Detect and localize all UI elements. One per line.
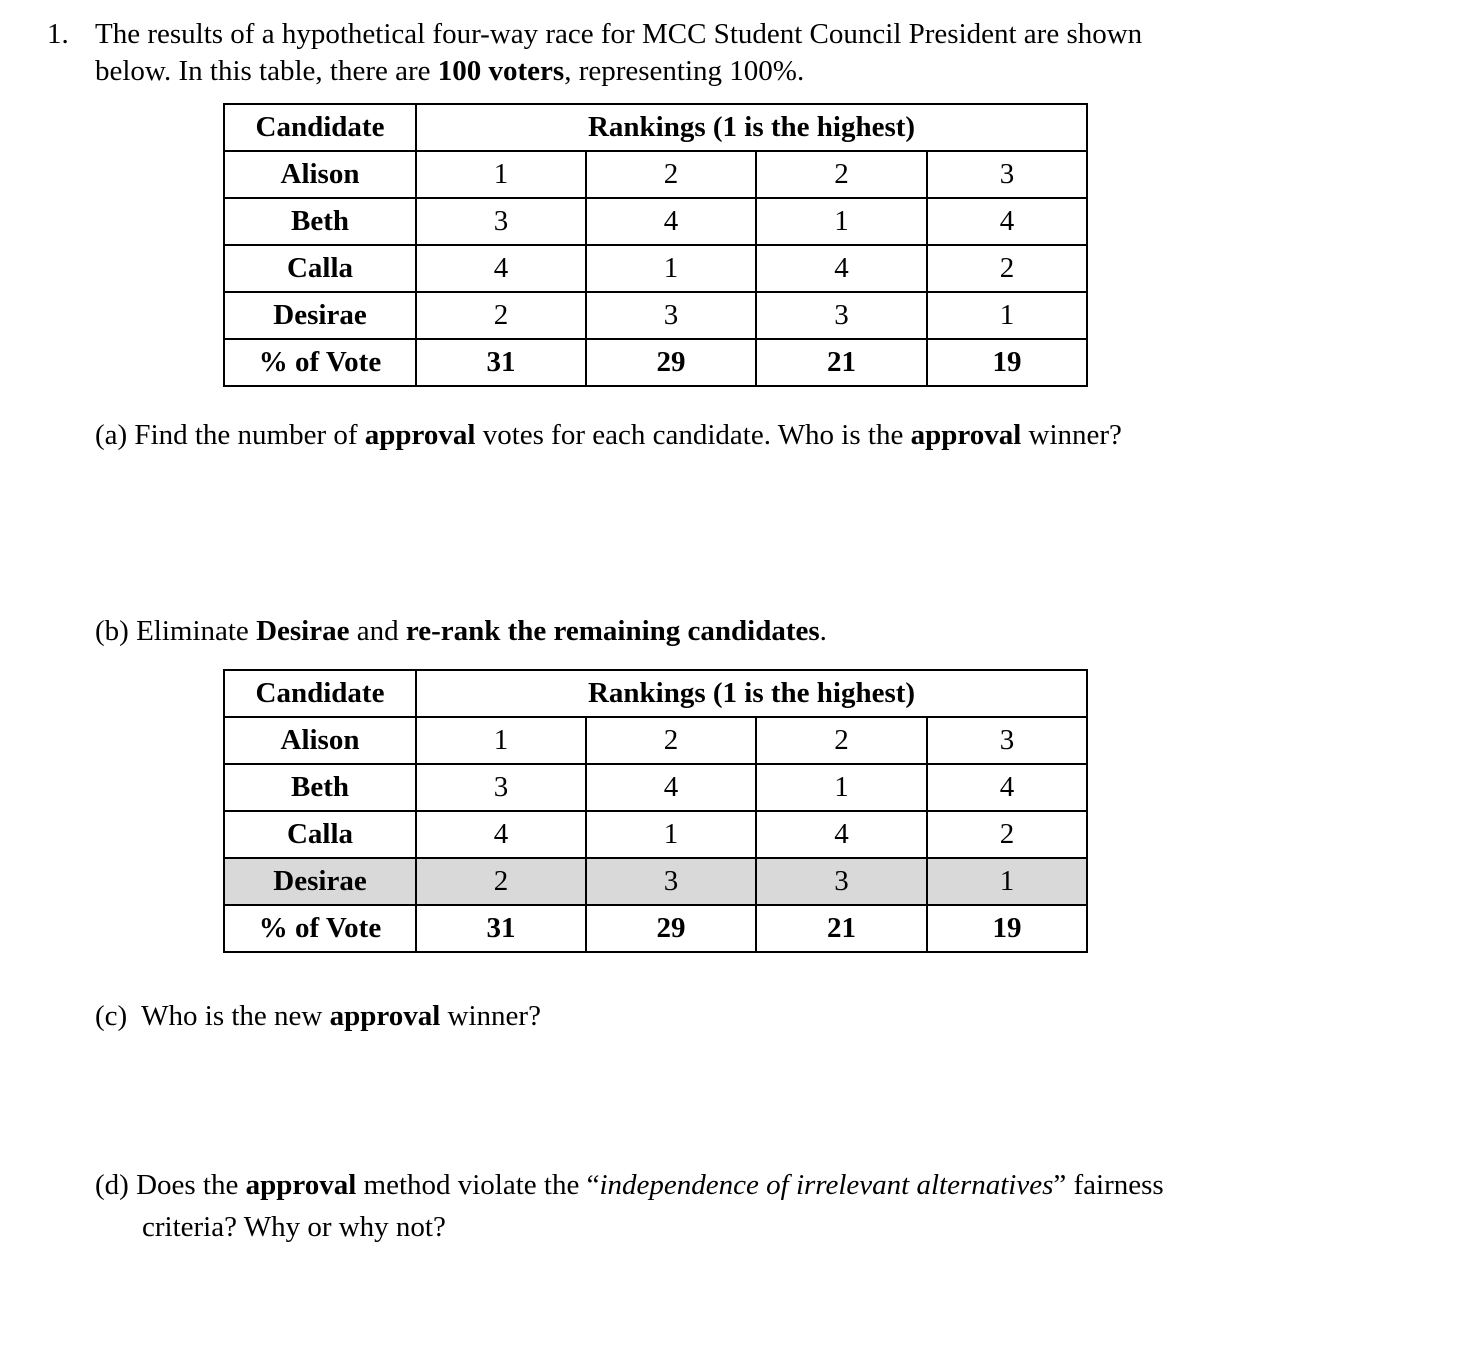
rank-cell: 4 — [756, 811, 927, 858]
candidate-name: Beth — [224, 198, 416, 245]
vote-percent: 19 — [927, 905, 1087, 952]
rank-cell: 4 — [927, 198, 1087, 245]
table-row — [224, 151, 1087, 198]
table-row — [224, 292, 1087, 339]
table-row — [224, 764, 1087, 811]
part-c-prompt: (c) Who is the new approval winner? — [95, 1000, 541, 1032]
rank-cell: 1 — [416, 151, 586, 198]
rank-cell: 1 — [927, 292, 1087, 339]
vote-percent: 31 — [416, 339, 586, 386]
candidate-name: Calla — [224, 245, 416, 292]
vote-percent: 21 — [756, 905, 927, 952]
candidate-name: Alison — [224, 151, 416, 198]
rank-cell: 1 — [586, 811, 756, 858]
part-a-prompt: (a) Find the number of approval votes for each candidate. Who is the approval winner? — [95, 419, 1122, 451]
rank-cell: 3 — [927, 717, 1087, 764]
rank-cell: 1 — [756, 764, 927, 811]
table-header-row — [224, 670, 1087, 717]
rank-cell: 2 — [586, 151, 756, 198]
vote-percent: 21 — [756, 339, 927, 386]
candidate-header: Candidate — [224, 104, 416, 151]
part-b-prompt: (b) Eliminate Desirae and re-rank the remaining candidates. — [95, 615, 827, 647]
rank-cell: 3 — [416, 764, 586, 811]
rank-cell: 3 — [586, 292, 756, 339]
rankings-header: Rankings (1 is the highest) — [416, 104, 1087, 151]
rank-cell: 4 — [416, 811, 586, 858]
vote-label: % of Vote — [224, 339, 416, 386]
candidate-header: Candidate — [224, 670, 416, 717]
rank-cell: 3 — [586, 858, 756, 905]
rank-cell: 3 — [416, 198, 586, 245]
question-intro-line1: The results of a hypothetical four-way race for MCC Student Council President are shown — [95, 18, 1143, 50]
rank-cell: 4 — [586, 764, 756, 811]
candidate-name: Beth — [224, 764, 416, 811]
rank-cell: 1 — [756, 198, 927, 245]
rank-cell: 2 — [416, 292, 586, 339]
table-row — [224, 245, 1087, 292]
vote-percent: 29 — [586, 339, 756, 386]
rank-cell: 4 — [927, 764, 1087, 811]
vote-percent: 29 — [586, 905, 756, 952]
rank-cell: 3 — [756, 292, 927, 339]
vote-label: % of Vote — [224, 905, 416, 952]
rank-cell: 2 — [756, 151, 927, 198]
rankings-table-original — [223, 103, 1088, 387]
rankings-header: Rankings (1 is the highest) — [416, 670, 1087, 717]
rank-cell: 1 — [927, 858, 1087, 905]
rank-cell: 1 — [416, 717, 586, 764]
candidate-name: Desirae — [224, 858, 416, 905]
table-row — [224, 811, 1087, 858]
table-row — [224, 198, 1087, 245]
table-header-row — [224, 104, 1087, 151]
rank-cell: 3 — [927, 151, 1087, 198]
table-row — [224, 717, 1087, 764]
rankings-table-eliminated — [223, 669, 1088, 953]
part-d-prompt-line1: (d) Does the approval method violate the “independence of irrelevant alternatives” fairness — [95, 1169, 1164, 1201]
part-d-prompt-line2: criteria? Why or why not? — [142, 1211, 446, 1243]
rank-cell: 2 — [927, 245, 1087, 292]
rank-cell: 2 — [586, 717, 756, 764]
rank-cell: 2 — [756, 717, 927, 764]
vote-row — [224, 905, 1087, 952]
rank-cell: 1 — [586, 245, 756, 292]
table-row-eliminated — [224, 858, 1087, 905]
candidate-name: Alison — [224, 717, 416, 764]
candidate-name: Desirae — [224, 292, 416, 339]
question-number: 1. — [47, 18, 69, 50]
candidate-name: Calla — [224, 811, 416, 858]
vote-row — [224, 339, 1087, 386]
vote-percent: 19 — [927, 339, 1087, 386]
rank-cell: 2 — [416, 858, 586, 905]
rank-cell: 4 — [756, 245, 927, 292]
rank-cell: 4 — [586, 198, 756, 245]
question-intro-line2: below. In this table, there are 100 voters, representing 100%. — [95, 55, 805, 87]
vote-percent: 31 — [416, 905, 586, 952]
rank-cell: 3 — [756, 858, 927, 905]
rank-cell: 2 — [927, 811, 1087, 858]
rank-cell: 4 — [416, 245, 586, 292]
